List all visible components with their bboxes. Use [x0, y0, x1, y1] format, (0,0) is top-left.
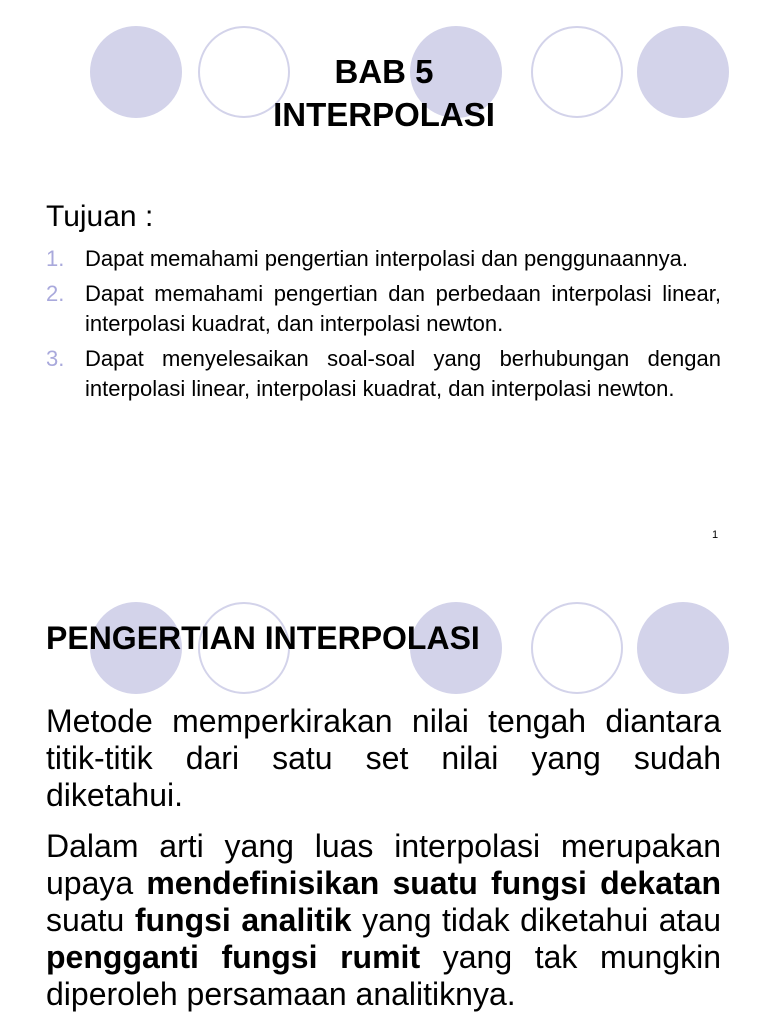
objective-text: Dapat memahami pengertian dan perbedaan interpolasi linear, interpolasi kuadrat, dan interpolasi newton. [85, 280, 721, 336]
objective-item [46, 244, 721, 275]
objective-item [46, 279, 721, 340]
emphasis-text: fungsi analitik [134, 902, 352, 938]
emphasis-text: mendefinisikan suatu fungsi dekatan [146, 865, 722, 901]
objectives-heading: Tujuan : [46, 200, 154, 233]
objective-number: 3. [46, 345, 65, 371]
paragraph-text: suatu [46, 902, 135, 938]
decorative-circle [637, 602, 729, 694]
paragraph-text: Dalam arti yang luas interpolasi merupakan upaya [46, 828, 721, 901]
slide-title [0, 50, 768, 136]
objective-text: Dapat memahami pengertian interpolasi dan penggunaannya. [85, 246, 688, 271]
objectives-list [46, 244, 721, 409]
page-number: 1 [712, 529, 719, 541]
decorative-circle [531, 602, 623, 694]
explanation-paragraph [46, 828, 721, 1013]
title-line-1: BAB 5 [334, 53, 434, 90]
objective-item [46, 344, 721, 405]
emphasis-text: pengganti fungsi rumit [46, 939, 421, 975]
slide-2 [0, 560, 768, 1024]
paragraph-text: yang tidak diketahui atau [351, 902, 722, 938]
objective-text: Dapat menyelesaikan soal-soal yang berhubungan dengan interpolasi linear, interpolasi kuadrat, dan interpolasi newton. [85, 345, 721, 401]
title-line-2: INTERPOLASI [273, 96, 495, 133]
objective-number: 1. [46, 246, 65, 271]
definition-paragraph: Metode memperkirakan nilai tengah diantara titik-titik dari satu set nilai yang sudah diketahui. [46, 703, 721, 813]
objective-number: 2. [46, 280, 65, 306]
slide-title: PENGERTIAN INTERPOLASI [46, 620, 480, 656]
paragraph-text: yang tak mungkin diperoleh persamaan analitiknya. [46, 939, 722, 1012]
